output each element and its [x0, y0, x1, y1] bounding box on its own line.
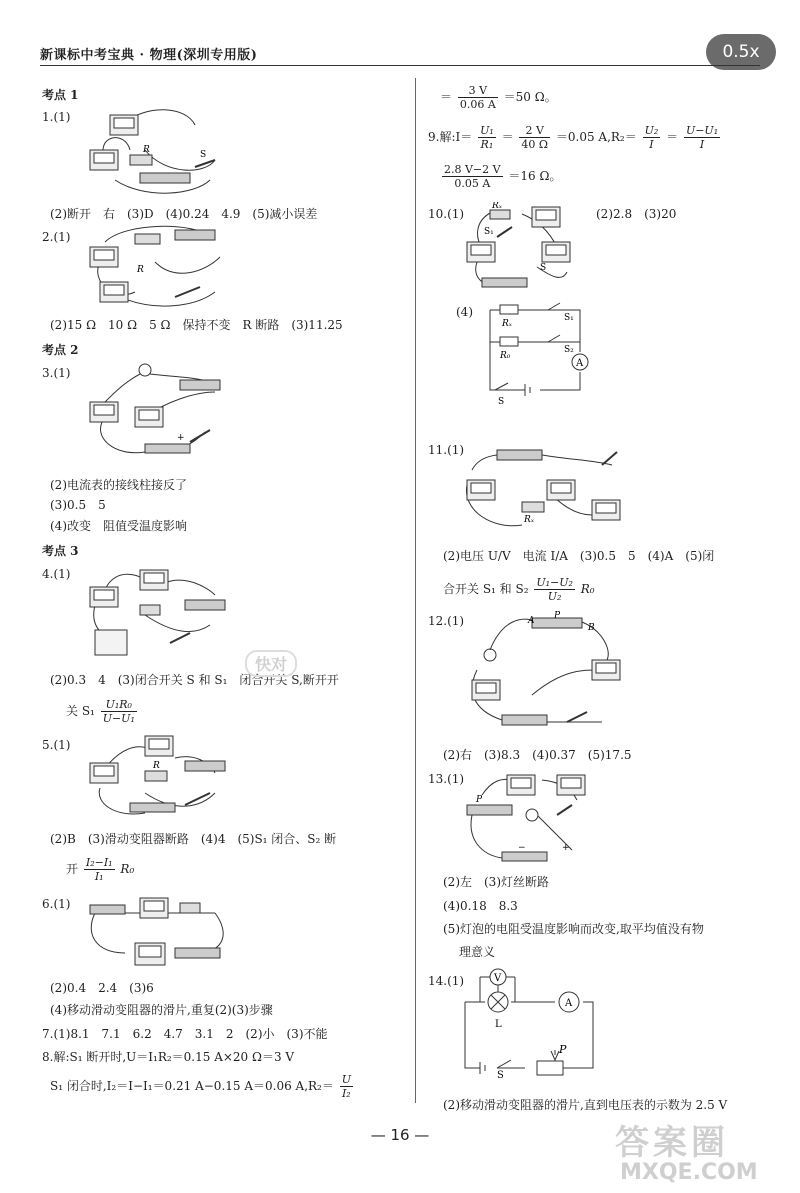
r1-tail: ＝50 Ω。: [503, 90, 557, 105]
q9-frac4-den: I: [699, 138, 705, 152]
section-k3: 考点 3: [42, 544, 79, 558]
q10-sch-s2: S₂: [564, 345, 574, 355]
q3-label-plus: +: [177, 433, 185, 443]
q1-number: 1.(1): [42, 110, 71, 124]
q6-circuit-figure: [85, 893, 235, 973]
q9-line-1: [428, 124, 722, 151]
q13-label-minus: −: [518, 843, 526, 853]
q10-sch-s: S: [498, 397, 505, 407]
q1-label-s: S: [200, 150, 207, 160]
q13-answer-2: (4)0.18 8.3: [443, 899, 518, 913]
q10-part4: (4): [456, 305, 473, 319]
q14-answer: (2)移动滑动变阻器的滑片,直到电压表的示数为 2.5 V: [443, 1098, 728, 1112]
q2-number: 2.(1): [42, 230, 71, 244]
q5-answer-1: (2)B (3)滑动变阻器断路 (4)4 (5)S₁ 闭合、S₂ 断: [50, 832, 337, 846]
q9-frac3-den: I: [649, 138, 654, 152]
q14-label-s: S: [497, 1070, 504, 1080]
q5-suffix: R₀: [120, 862, 135, 877]
q8-answer-1: 8.解:S₁ 断开时,U＝I₁R₂＝0.15 A×20 Ω＝3 V: [42, 1050, 295, 1064]
q10-sch-rx: Rₓ: [502, 319, 512, 329]
q6-number: 6.(1): [42, 897, 71, 911]
q5-circuit-figure: [85, 733, 235, 823]
q10-label-s: S: [540, 263, 547, 273]
q13-number: 13.(1): [428, 772, 465, 786]
q6-answer-1: (2)0.4 2.4 (3)6: [50, 981, 154, 995]
q13-answer-3: (5)灯泡的电阻受温度影响而改变,取平均值没有物: [443, 922, 704, 936]
q13-circuit-figure: [462, 770, 592, 870]
q3-circuit-figure: [85, 362, 235, 462]
q11-number: 11.(1): [428, 443, 465, 457]
q9-line-2: [440, 163, 561, 190]
q8-answer-text: S₁ 闭合时,I₂＝I−I₁＝0.21 A−0.15 A＝0.06 A,R₂＝: [50, 1079, 334, 1094]
q9-frac3-num: U₂: [644, 124, 659, 137]
q8-fraction-den: I₂: [341, 1087, 351, 1101]
q9-frac2-num: 2 V: [519, 124, 550, 138]
q9-eq3: ＝: [666, 130, 679, 145]
q9-line2-den: 0.05 A: [454, 177, 491, 191]
section-k2: 考点 2: [42, 343, 79, 357]
q10-sch-s1: S₁: [564, 313, 574, 323]
q10-side-answer: (2)2.8 (3)20: [596, 207, 677, 221]
q3-answer-2: (2)电流表的接线柱接反了: [50, 478, 187, 492]
q4-fraction-num: U₁R₀: [101, 698, 137, 712]
r1-fraction: [458, 84, 498, 111]
q9-frac4-num: U−U₁: [685, 124, 719, 137]
watermark-stamp: 快对: [245, 650, 297, 677]
q12-number: 12.(1): [428, 614, 465, 628]
q10-circuit-figure: [462, 202, 582, 292]
q13-label-p: P: [476, 795, 483, 805]
q3-number: 3.(1): [42, 366, 71, 380]
q14-circuit-schematic: [455, 965, 605, 1080]
q9-frac3: [643, 124, 661, 151]
q14-number: 14.(1): [428, 974, 465, 988]
q14-label-v: V: [494, 973, 502, 984]
q9-frac2: [519, 124, 550, 151]
q12-label-a: A: [528, 616, 535, 626]
q4-fraction: [101, 698, 137, 725]
q9-prefix: 9.解:I＝: [428, 130, 473, 145]
q9-frac4: [684, 124, 720, 151]
q4-answer-2: [66, 698, 139, 725]
q13-label-plus: +: [562, 843, 570, 853]
q5-fraction-num: I₂−I₁: [85, 856, 113, 869]
q8-fraction-num: U: [341, 1073, 351, 1086]
q4-fraction-den: U−U₁: [102, 712, 135, 726]
q12-label-b: B: [588, 623, 595, 633]
q14-label-p: P: [559, 1043, 567, 1056]
q5-answer-prefix: 开: [66, 862, 79, 877]
q10-schematic: [470, 300, 600, 410]
header-title: 新课标中考宝典 · 物理(深圳专用版): [40, 48, 258, 63]
q4-number: 4.(1): [42, 567, 71, 581]
watermark-brand: 答案圈: [615, 1123, 729, 1163]
q4-circuit-figure: [85, 565, 235, 660]
r1-line: ＝ $\frac{3 V}{0.06 A}$ ＝50 Ω。: [440, 84, 557, 112]
q11-fraction: [534, 576, 575, 603]
q5-number: 5.(1): [42, 738, 71, 752]
q9-frac1-den: R₁: [480, 138, 494, 152]
q11-suffix: R₀: [580, 582, 595, 597]
q3-answer-3: (3)0.5 5: [50, 498, 106, 512]
q12-answer: (2)右 (3)8.3 (4)0.37 (5)17.5: [443, 748, 632, 762]
q10-sch-r0: R₀: [500, 351, 511, 361]
q11-answer-1: (2)电压 U/V 电流 I/A (3)0.5 5 (4)A (5)闭: [443, 549, 715, 563]
r1-fraction-num: 3 V: [458, 84, 498, 98]
q8-fraction: [340, 1073, 353, 1100]
q11-answer-2: [443, 576, 595, 603]
q14-label-l: L: [495, 1019, 502, 1030]
q3-answer-4: (4)改变 阻值受温度影响: [50, 519, 187, 533]
q11-fraction-num: U₁−U₂: [536, 576, 573, 589]
column-divider: [415, 78, 416, 1103]
q4-answer-prefix: 关 S₁: [66, 704, 95, 719]
q5-fraction-den: I₁: [94, 870, 104, 884]
q5-label-r: R: [153, 761, 160, 771]
q7-answer: 7.(1)8.1 7.1 6.2 4.7 3.1 2 (2)小 (3)不能: [42, 1027, 328, 1041]
q9-frac1: [478, 124, 496, 151]
q1-label-r: R: [143, 145, 150, 155]
q5-answer-2: [66, 856, 134, 883]
q2-circuit-figure: [85, 222, 235, 310]
q11-label-rx: Rₓ: [524, 515, 534, 525]
q9-frac1-num: U₁: [480, 124, 494, 137]
q9-line2-tail: ＝16 Ω。: [508, 169, 562, 184]
q11-answer-prefix: 合开关 S₁ 和 S₂: [443, 582, 529, 597]
page-number: — 16 —: [370, 1126, 430, 1144]
r1-fraction-den: 0.06 A: [459, 98, 496, 112]
q9-mid: ＝0.05 A,R₂＝: [555, 130, 637, 145]
q13-answer-4: 理意义: [459, 945, 496, 959]
q9-line2-frac: [442, 163, 503, 190]
q9-frac2-den: 40 Ω: [521, 138, 549, 152]
q2-label-r: R: [137, 265, 144, 275]
q13-answer-1: (2)左 (3)灯丝断路: [443, 875, 549, 889]
q9-eq1: ＝: [501, 130, 514, 145]
q12-circuit-figure: [462, 610, 632, 735]
q10-sch-ammeter: A: [576, 358, 584, 369]
header-rule: [40, 65, 760, 66]
q6-answer-2: (4)移动滑动变阻器的滑片,重复(2)(3)步骤: [50, 1003, 273, 1017]
q14-label-a: A: [565, 998, 573, 1009]
q10-label-s1: S₁: [484, 227, 494, 237]
q12-label-p: P: [554, 611, 561, 621]
q5-fraction: [84, 856, 115, 883]
q2-answer: (2)15 Ω 10 Ω 5 Ω 保持不变 R 断路 (3)11.25: [50, 318, 343, 332]
q11-fraction-den: U₂: [547, 590, 562, 604]
q11-circuit-figure: [462, 440, 632, 535]
q1-answer: (2)断开 右 (3)D (4)0.24 4.9 (5)减小误差: [50, 207, 318, 221]
q4-answer-1: (2)0.3 4 (3)闭合开关 S 和 S₁ 闭合开关 S,断开开: [50, 673, 339, 687]
q9-line2-num: 2.8 V−2 V: [444, 163, 501, 176]
q10-label-rx: Rₓ: [492, 202, 502, 211]
q8-answer-2: [50, 1073, 355, 1100]
q10-number: 10.(1): [428, 207, 465, 221]
speed-button[interactable]: 0.5x: [706, 34, 776, 70]
q1-circuit-figure: [85, 105, 235, 195]
section-k1: 考点 1: [42, 88, 79, 102]
watermark-site: MXQE.COM: [620, 1160, 758, 1185]
